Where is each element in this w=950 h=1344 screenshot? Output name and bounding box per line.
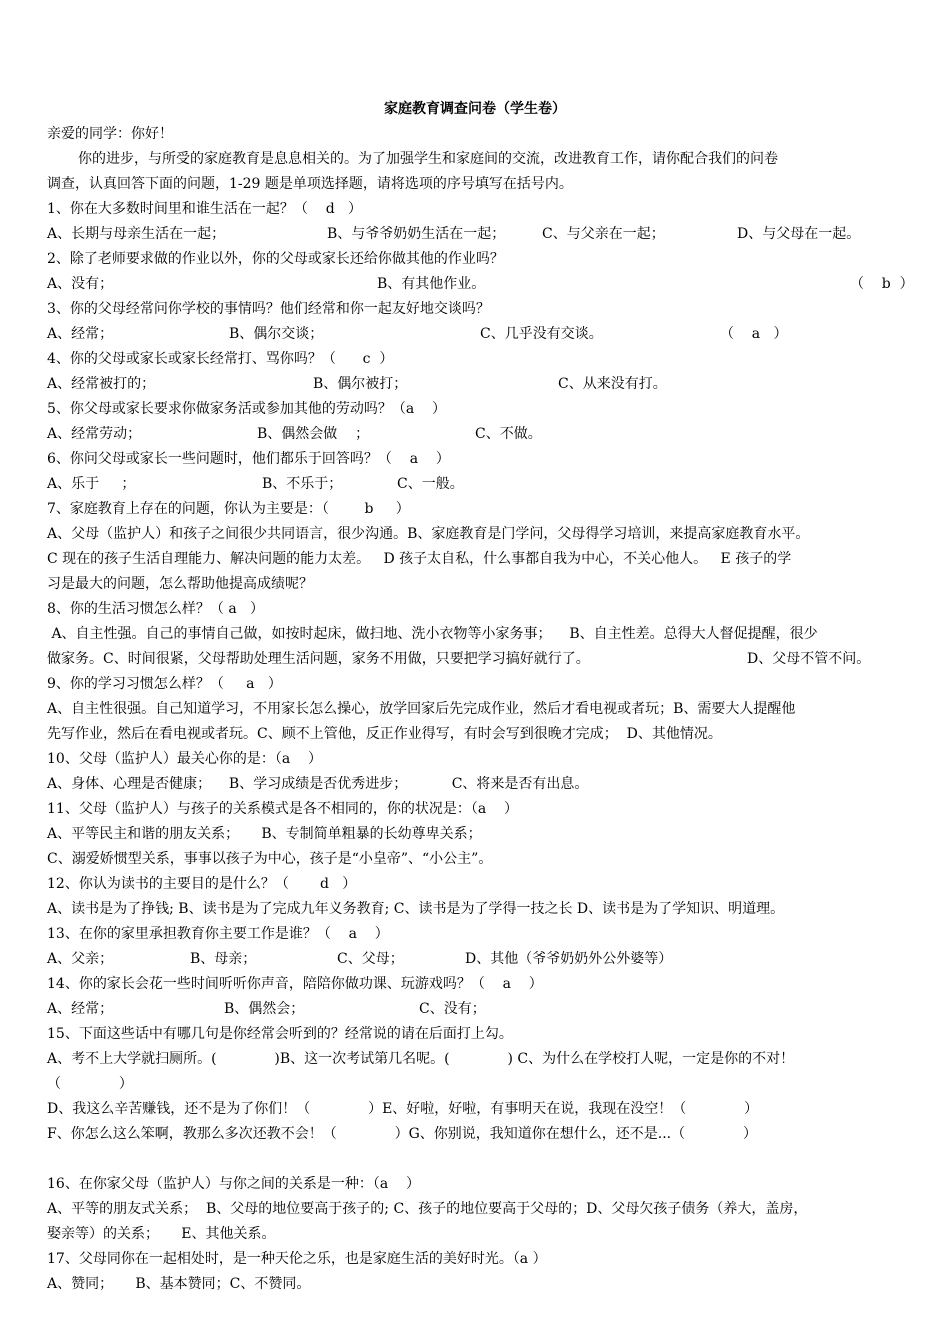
line-text: 6、你问父母或家长一些问题时，他们都乐于回答吗？（ a ） [47,451,450,467]
line-text: B、偶尔被打； [313,376,408,392]
line-text: A、考不上大学就扫厕所。( )B、这一次考试第几名呢。( ) C、为什么在学校打人呢，一定是你的不对！ [47,1051,795,1067]
line-text: B、与爷爷奶奶生活在一起； [327,226,506,242]
line-text: 4、你的父母或家长或家长经常打、骂你吗？（ c ） [47,351,394,367]
line-text: 15、下面这些话中有哪几句是你经常会听到的？经常说的请在后面打上勾。 [47,1026,513,1042]
line-text: 10、父母（监护人）最关心你的是：（a ） [47,751,322,767]
line-text: 14、你的家长会花一些时间听听你声音，陪陪你做功课、玩游戏吗？（ a ） [47,976,543,992]
line-text: 16、在你家父母（监护人）与你之间的关系是一种：（a ） [47,1176,420,1192]
line-text: A、平等的朋友式关系； B、父母的地位要高于孩子的; C、孩子的地位要高于父母的；D、父母欠孩子债务（养大，盖房， [47,1201,808,1217]
line-text: 先写作业，然后在看电视或者玩。C、顾不上管他，反正作业得写，有时会写到很晚才完成； D、其他情况。 [47,726,722,742]
line-text: A、读书是为了挣钱; B、读书是为了完成九年义务教育; C、读书是为了学得一技之长 D、读书是为了学知识、明道理。 [47,901,785,917]
line-text: 1、你在大多数时间里和谁生活在一起？（ d ） [47,201,363,217]
line-text: B、不乐于； [262,476,343,492]
document-title: 家庭教育调查问卷（学生卷） [384,101,566,117]
line-text: 5、你父母或家长要求你做家务活或参加其他的劳动吗？（a ） [47,401,447,417]
greeting: 亲爱的同学：你好！ [47,126,173,142]
line-text: A、乐于 ； [47,476,136,492]
line-text: C、不做。 [475,426,542,442]
line-text: A、长期与母亲生活在一起； [47,226,226,242]
line-text: A、经常； [47,1001,114,1017]
line-text: C、父母； [337,951,404,967]
intro-line-1: 你的进步，与所受的家庭教育是息息相关的。为了加强学生和家庭间的交流，改进教育工作，请你配合我们的问卷 [78,151,778,167]
line-text: C 现在的孩子生活自理能力、解决问题的能力太差。 D 孩子太自私，什么事都自我为中心，不关心他人。 E 孩子的学 [47,551,792,567]
line-text: 娶亲等）的关系； E、其他关系。 [47,1226,276,1242]
line-text: A、自主性很强。自己知道学习，不用家长怎么操心，放学回家后先完成作业，然后才看电视或者玩；B、需要大人提醒他 [47,701,796,717]
line-text: F、你怎么这么笨啊，教那么多次还教不会！（ ）G、你别说，我知道你在想什么，还不是...（ ） [47,1126,757,1142]
line-text: B、偶然会做 ； [257,426,370,442]
line-text: 7、家庭教育上存在的问题，你认为主要是：（ b ） [47,501,410,517]
line-text: A、经常； [47,326,114,342]
line-text: D、我这么辛苦赚钱，还不是为了你们！（ ）E、好啦，好啦，有事明天在说，我现在没空！（ ） [47,1101,759,1117]
line-text: D、父母不管不问。 [747,651,871,667]
line-text: 3、你的父母经常问你学校的事情吗？他们经常和你一起友好地交谈吗？ [47,301,490,317]
line-text: 12、你认为读书的主要目的是什么？（ d ） [47,876,357,892]
line-text: B、偶尔交谈； [229,326,324,342]
line-text: （ b ） [850,276,914,292]
line-text: B、母亲； [190,951,257,967]
line-text: A、父亲； [47,951,114,967]
line-text: A、平等民主和谐的朋友关系； B、专制简单粗暴的长幼尊卑关系； [47,826,482,842]
line-text: D、与父母在一起。 [737,226,861,242]
line-text: 2、除了老师要求做的作业以外，你的父母或家长还给你做其他的作业吗？ [47,251,504,267]
line-text: A、身体、心理是否健康； B、学习成绩是否优秀进步； C、将来是否有出息。 [47,776,589,792]
line-text: 9、你的学习习惯怎么样？（ a ） [47,676,282,692]
line-text: 11、父母（监护人）与孩子的关系模式是各不相同的，你的状况是：（a ） [47,801,518,817]
line-text: C、几乎没有交谈。 [480,326,603,342]
line-text: C、从来没有打。 [558,376,667,392]
line-text: 13、在你的家里承担教育你主要工作是谁？（ a ） [47,926,389,942]
line-text: 8、你的生活习惯怎么样？（ a ） [47,601,265,617]
line-text: B、有其他作业。 [377,276,486,292]
line-text: A、没有； [47,276,114,292]
line-text: A、父母（监护人）和孩子之间很少共同语言，很少沟通。B、家庭教育是门学问，父母得学习培训，来提高家庭教育水平。 [47,526,810,542]
line-text: 17、父母同你在一起相处时，是一种天伦之乐，也是家庭生活的美好时光。（a ） [47,1251,547,1267]
line-text: 做家务。C、时间很紧，父母帮助处理生活问题，家务不用做，只要把学习搞好就行了。 [47,651,590,667]
line-text: A、经常被打的； [47,376,156,392]
line-text: （ a ） [720,326,788,342]
line-text: C、与父亲在一起； [542,226,665,242]
line-text: 习是最大的问题，怎么帮助他提高成绩呢？ [47,576,313,592]
line-text: C、没有； [419,1001,486,1017]
line-text: C、溺爱娇惯型关系，事事以孩子为中心，孩子是“小皇帝”、“小公主”。 [47,851,493,867]
line-text: A、自主性强。自己的事情自己做，如按时起床，做扫地、洗小衣物等小家务事； B、自主性差。总得大人督促提醒，很少 [47,626,818,642]
line-text: B、偶然会； [224,1001,305,1017]
intro-line-2: 调查，认真回答下面的问题，1-29 题是单项选择题，请将选项的序号填写在括号内。 [47,176,573,192]
line-text: D、其他（爷爷奶奶外公外婆等） [465,951,673,967]
line-text: （ ） [47,1076,133,1092]
line-text: C、一般。 [397,476,464,492]
line-text: A、赞同； B、基本赞同；C、不赞同。 [47,1276,311,1292]
line-text: A、经常劳动； [47,426,142,442]
